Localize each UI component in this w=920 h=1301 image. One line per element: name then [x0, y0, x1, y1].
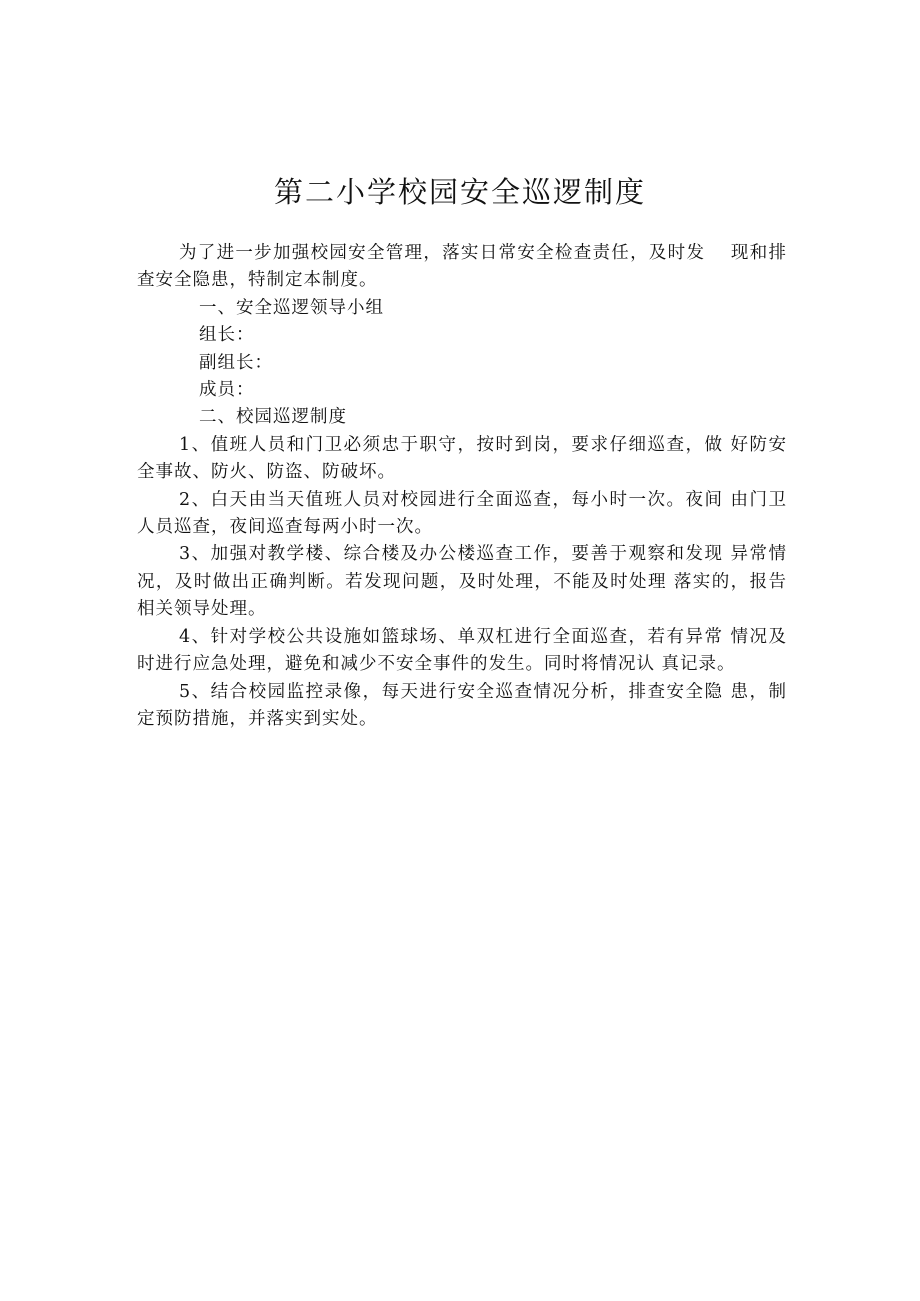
rule-item-4: 4、针对学校公共设施如篮球场、单双杠进行全面巡查，若有异常 情况及时进行应急处理，避免和减少不安全事件的发生。同时将情况认 真记录。: [137, 626, 787, 675]
document-title: 第二小学校园安全巡逻制度: [273, 175, 646, 209]
section1-heading: 一、安全巡逻领导小组: [199, 297, 384, 318]
intro-paragraph: 为了进一步加强校园安全管理，落实日常安全检查责任，及时发 现和排查安全隐患，特制定本制度。: [137, 243, 787, 291]
section2-heading: 二、校园巡逻制度: [199, 407, 347, 428]
rule-item-2: 2、白天由当天值班人员对校园进行全面巡查，每小时一次。夜间 由门卫人员巡查，夜间巡查每两小时一次。: [137, 489, 787, 538]
rule-item-1: 1、值班人员和门卫必须忠于职守，按时到岗，要求仔细巡查，做 好防安全事故、防火、防盗、防破坏。: [137, 434, 787, 483]
document-body: [137, 240, 787, 733]
rule-item-5: 5、结合校园监控录像，每天进行安全巡查情况分析，排查安全隐 患，制定预防措施，并落实到实处。: [137, 681, 787, 729]
members-line: 成员：: [199, 380, 255, 401]
rule-item-3: 3、加强对教学楼、综合楼及办公楼巡查工作，要善于观察和发现 异常情况，及时做出正确判断。若发现问题，及时处理，不能及时处理 落实的，报告相关领导处理。: [137, 544, 787, 620]
deputy-leader-line: 副组长：: [199, 352, 273, 373]
leader-line: 组长：: [199, 325, 255, 346]
